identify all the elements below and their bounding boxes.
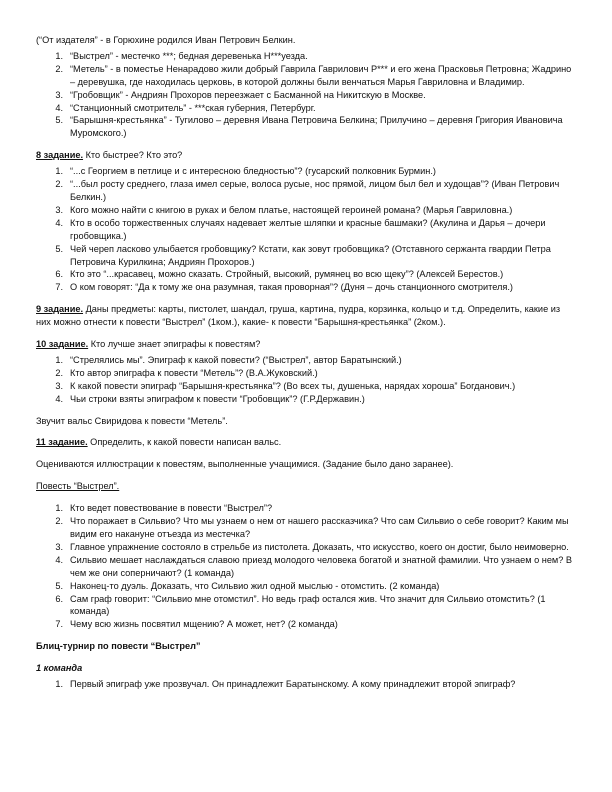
- team-1-heading: 1 команда: [36, 663, 83, 674]
- list-item-text: О ком говорят: “Да к тому же она разумная, такая проворная”? (Дуня – дочь станционного смотрителя.): [70, 282, 513, 293]
- list-item: [36, 541, 576, 554]
- list-item-number: 4.: [55, 217, 63, 228]
- list-item: [36, 243, 576, 269]
- list-item-number: 1.: [55, 679, 63, 690]
- waltz-paragraph: Звучит вальс Свиридова к повести “Метель”.: [36, 415, 228, 426]
- list-item-text: “Стрелялись мы”. Эпиграф к какой повести? (“Выстрел”, автор Баратынский.): [70, 354, 402, 365]
- list-item-text: “...с Георгием в петлице и с интересною бледностью”? (гусарский полковник Бурмин.): [70, 166, 436, 177]
- list-item: [36, 393, 576, 406]
- task-9-paragraph: [36, 303, 576, 329]
- list-item-text: “...был росту среднего, глаза имел серые, волоса русые, нос прямой, лицом был бел и худощав”? (Иван Петрович Белкин.): [70, 179, 560, 202]
- story-heading: Повесть “Выстрел”.: [36, 481, 120, 492]
- task-10-paragraph: [36, 338, 576, 351]
- list-item: [36, 515, 576, 541]
- list-item-number: 7.: [55, 282, 63, 293]
- list-item-text: Чему всю жизнь посвятил мщению? А может, нет? (2 команда): [70, 619, 338, 630]
- list-item: [36, 354, 576, 367]
- list-item-text: Первый эпиграф уже прозвучал. Он принадлежит Баратынскому. А кому принадлежит второй эпиграф?: [70, 679, 516, 690]
- task-10-label: 10 задание.: [36, 339, 89, 350]
- list-item-text: К какой повести эпиграф “Барышня-крестьянка”? (Во всех ты, душенька, нарядах хороша” Богданович.): [70, 380, 516, 391]
- list-item-text: Кто это “...красавец, можно сказать. Стройный, высокий, румянец во всю щеку”? (Алексей Берестов.): [70, 269, 504, 280]
- list-item: [36, 281, 576, 294]
- list-item: [36, 678, 576, 691]
- list-item-text: Сильвио мешает наслаждаться славою приезд молодого человека богатой и знатной фамилии. Что узнаем о нем? В чем же они соперничают? (1 команда): [70, 554, 573, 578]
- list-item: [36, 367, 576, 380]
- list-item-number: 4.: [55, 102, 63, 113]
- list-item-number: 1.: [55, 354, 63, 365]
- list-item-text: Чьи строки взяты эпиграфом к повести “Гробовщик”? (Г.Р.Державин.): [70, 393, 365, 404]
- task-10-list: [36, 354, 576, 406]
- list-item: [36, 178, 576, 204]
- list-item: [36, 89, 576, 102]
- list-item: [36, 204, 576, 217]
- list-item-number: 2.: [55, 63, 63, 74]
- list-item-text: “Выстрел” - местечко ***; бедная деревенька Н***уезда.: [70, 50, 308, 61]
- list-item: [36, 102, 576, 115]
- list-item-number: 7.: [55, 619, 63, 630]
- list-item: [36, 50, 576, 63]
- list-item-number: 4.: [55, 393, 63, 404]
- list-item: [36, 618, 576, 631]
- settings-list: [36, 50, 576, 140]
- list-item-number: 3.: [55, 204, 63, 215]
- list-item-number: 2.: [55, 516, 63, 527]
- task-8-label: 8 задание.: [36, 150, 84, 161]
- list-item-text: “Метель” - в поместье Ненарадово жили добрый Гаврила Гаврилович Р*** и его жена Прасковья Петровна; Жадрино – деревушка, где находилась церковь, в которой должны были венчаться Марья Гавриловна и Владимир.: [70, 63, 572, 87]
- list-item-number: 5.: [55, 115, 63, 126]
- list-item-number: 2.: [55, 367, 63, 378]
- task-8-text: Кто быстрее? Кто это?: [83, 150, 183, 161]
- team-1-list: [36, 678, 576, 691]
- task-8-paragraph: [36, 149, 576, 162]
- list-item-number: 5.: [55, 243, 63, 254]
- task-10-text: Кто лучше знает эпиграфы к повестям?: [88, 339, 261, 350]
- illustrations-paragraph: Оцениваются иллюстрации к повестям, выполненные учащимися. (Задание было дано заранее).: [36, 459, 454, 470]
- intro-paragraph: (“От издателя” - в Горюхине родился Иван Петрович Белкин.: [36, 35, 296, 45]
- list-item-number: 2.: [55, 179, 63, 190]
- blitz-heading: Блиц-турнир по повести “Выстрел”: [36, 641, 201, 652]
- list-item-number: 1.: [55, 50, 63, 61]
- list-item: [36, 593, 576, 619]
- list-item-number: 1.: [55, 503, 63, 514]
- list-item: [36, 580, 576, 593]
- list-item-text: Главное упражнение состояло в стрельбе из пистолета. Доказать, что искусство, коего он достиг, было неимоверно.: [70, 541, 569, 552]
- story-questions-list: [36, 502, 576, 631]
- task-9-label: 9 задание.: [36, 304, 84, 315]
- list-item-text: Сам граф говорит: “Сильвио мне отомстил”. Но ведь граф остался жив. Что значит для Сильвио отомстить? (1 команда): [70, 593, 546, 617]
- list-item-text: Что поражает в Сильвио? Что мы узнаем о нем от нашего рассказчика? Что сам Сильвио о себе говорит? Каким мы видим его накануне отъезда из местечка?: [70, 516, 569, 539]
- task-8-list: [36, 165, 576, 294]
- list-item: [36, 268, 576, 281]
- list-item: [36, 380, 576, 393]
- list-item-text: “Барышня-крестьянка” - Тугилово – деревня Ивана Петровича Белкина; Прилучино – деревня Григория Ивановича Муромского.): [70, 115, 563, 139]
- task-11-label: 11 задание.: [36, 437, 88, 448]
- task-11-text: Определить, к какой повести написан вальс.: [87, 437, 282, 448]
- list-item-number: 6.: [55, 269, 63, 280]
- list-item: [36, 63, 576, 89]
- list-item-number: 3.: [55, 541, 63, 552]
- list-item: [36, 114, 576, 140]
- list-item-number: 5.: [55, 580, 63, 591]
- list-item-text: Наконец-то дуэль. Доказать, что Сильвио жил одной мыслью - отомстить. (2 команда): [70, 580, 440, 591]
- list-item-text: Чей череп ласково улыбается гробовщику? Кстати, как зовут гробовщика? (Отставного сержанта гвардии Петра Петровича Курилкина; Андриян Прохоров.): [70, 243, 551, 267]
- list-item-text: Кто в особо торжественных случаях надевает желтые шляпки и красные башмаки? (Акулина и Дарья – дочери гробовщика.): [70, 217, 546, 241]
- list-item-text: “Гробовщик” - Андриян Прохоров переезжает с Басманной на Никитскую в Москве.: [70, 89, 426, 100]
- list-item-number: 6.: [55, 593, 63, 604]
- list-item: [36, 554, 576, 580]
- task-11-paragraph: [36, 436, 576, 449]
- list-item: [36, 217, 576, 243]
- list-item-number: 1.: [55, 166, 63, 177]
- list-item-text: Кто автор эпиграфа к повести “Метель”? (В.А.Жуковский.): [70, 367, 318, 378]
- list-item-text: Кого можно найти с книгою в руках и белом платье, настоящей героиней романа? (Марья Гавриловна.): [70, 204, 513, 215]
- task-9-text: Даны предметы: карты, пистолет, шандал, груша, картина, пудра, корзинка, кольцо и т.д. Определить, какие из них можно отнести к повести “Выстрел” (1ком.), какие- к повести “Барышня-крестьянка” (2ком.).: [36, 304, 561, 328]
- list-item: [36, 165, 576, 178]
- list-item-number: 4.: [55, 554, 63, 565]
- list-item: [36, 502, 576, 515]
- list-item-number: 3.: [55, 380, 63, 391]
- list-item-text: “Станционный смотритель” - ***ская губерния, Петербург.: [70, 102, 316, 113]
- list-item-number: 3.: [55, 89, 63, 100]
- list-item-text: Кто ведет повествование в повести “Выстрел”?: [70, 503, 273, 514]
